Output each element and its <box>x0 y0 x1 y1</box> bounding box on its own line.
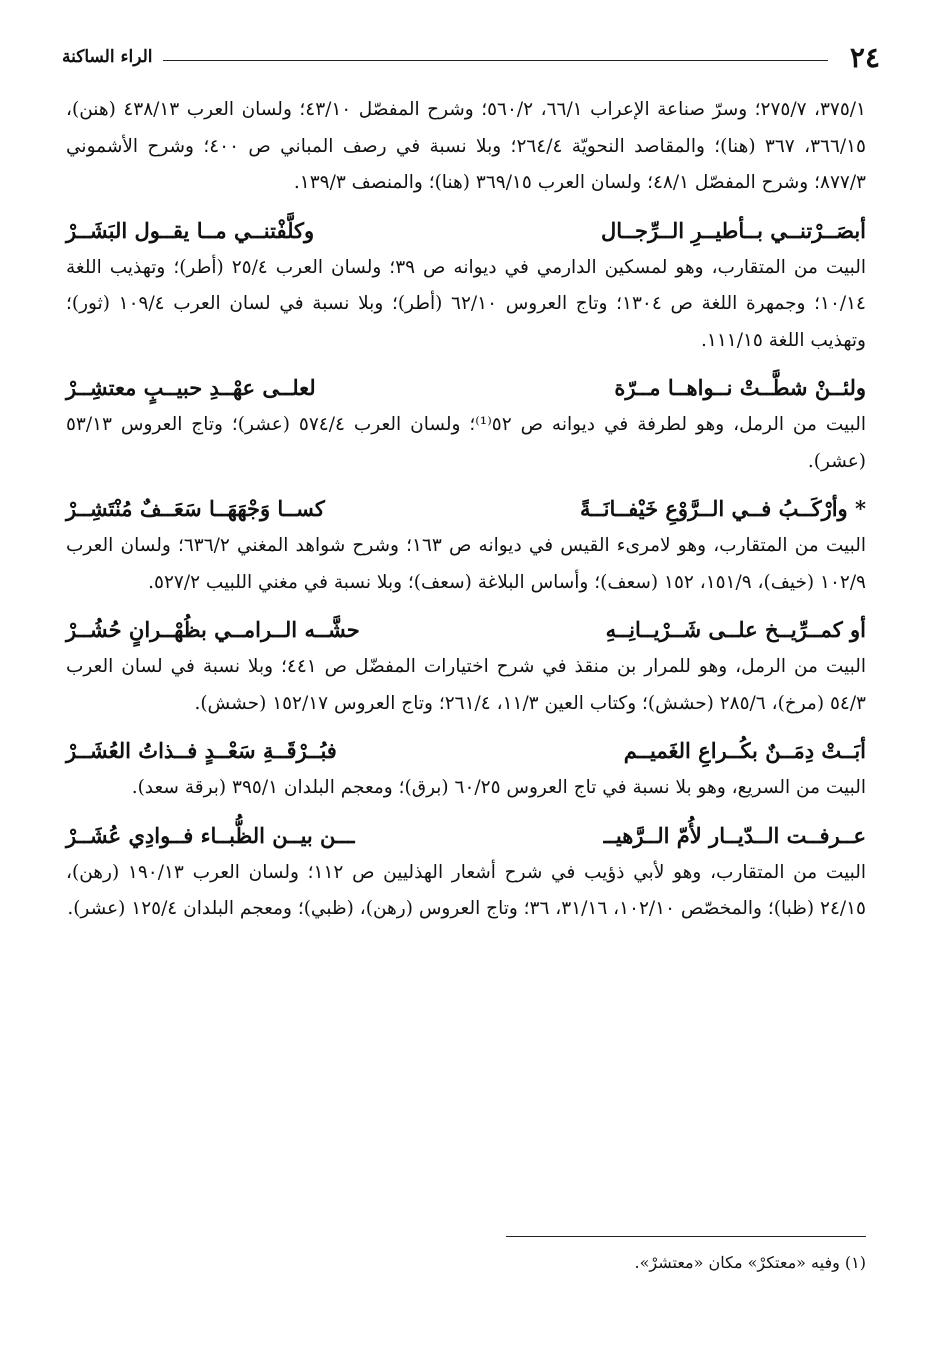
verse-1-note: البيت من المتقارب، وهو لمسكين الدارمي في ديوانه ص ٣٩؛ ولسان العرب ٢٥/٤ (أطر)؛ وتهذيب اللغة ١٠/١٤؛ وجمهرة اللغة ص ١٣٠٤؛ وتاج العروس ٦٢/١٠ (أطر)؛ وبلا نسبة في لسان العرب ١٠٩/٤ (ثور)؛ وتهذيب اللغة ١١١/١٥. <box>66 256 866 351</box>
verse-5 <box>66 736 866 766</box>
verse-5-note: البيت من السريع، وهو بلا نسبة في تاج العروس ٦٠/٢٥ (برق)؛ ومعجم البلدان ٣٩٥/١ (برقة سعد). <box>131 777 866 798</box>
page-header <box>62 40 880 74</box>
footnote: (١) وفيه «معتكرْ» مكان «معتشرْ». <box>634 1253 866 1272</box>
verse-4 <box>66 615 866 645</box>
verse-1 <box>66 216 866 246</box>
verse-2-note: البيت من الرمل، وهو لطرفة في ديوانه ص ٥٢⁽¹⁾؛ ولسان العرب ٥٧٤/٤ (عشر)؛ وتاج العروس ٥٣/١٣ (عشر). <box>66 414 866 472</box>
header-rule <box>163 60 828 61</box>
verse-6-note: البيت من المتقارب، وهو لأبي ذؤيب في شرح أشعار الهذليين ص ١١٢؛ ولسان العرب ١٩٠/١٣ (رهن)، ٢٤/١٥ (ظبا)؛ والمخصّص ١٠٢/١٠، ٣١/١٦، ٣٦؛ وتاج العروس (رهن)، (ظبي)؛ ومعجم البلدان ١٢٥/٤ (عشر). <box>66 861 867 919</box>
verse-3 <box>66 494 866 524</box>
verse-3-note: البيت من المتقارب، وهو لامرىء القيس في ديوانه ص ١٦٣؛ وشرح شواهد المغني ٦٣٦/٢؛ ولسان العرب ١٠٢/٩ (خيف)، ١٥١/٩، ١٥٢ (سعف)؛ وأساس البلاغة (سعف)؛ وبلا نسبة في مغني اللبيب ٥٢٧/٢. <box>66 535 866 593</box>
verse-4-note: البيت من الرمل، وهو للمرار بن منقذ في شرح اختيارات المفضّل ص ٤٤١؛ وبلا نسبة في لسان العرب ٥٤/٣ (مرخ)، ٢٨٥/٦ (حشش)؛ وكتاب العين ١١/٣، ٢٦١/٤؛ وتاج العروس ١٥٢/١٧ (حشش). <box>66 656 866 714</box>
verse-1-first-hemistich: أبصَــرْتنــي بــأطيــرِ الــرِّجــال <box>601 217 866 243</box>
verse-2-first-hemistich: ولئــنْ شطَّــتْ نــواهــا مــرّة <box>614 375 866 400</box>
footnote-divider <box>506 1236 866 1237</box>
verse-6 <box>66 821 866 851</box>
verse-2-second-hemistich: لعلــى عهْــدِ حبيــبٍ معتشِــرْ <box>66 375 316 400</box>
verse-4-second-hemistich: حشَّــه الــرامــي بظُهْــرانٍ حُشُــرْ <box>66 617 360 642</box>
verse-4-first-hemistich: أو كمــرِّيــخ علــى شَــرْيــانِــهِ <box>605 617 866 642</box>
verse-3-first-hemistich: * وأرْكَــبُ فــي الــرَّوْعِ خَيْفــانَــةً <box>580 496 866 521</box>
page-number: ٢٤ <box>849 40 880 74</box>
verse-3-second-hemistich: كســا وَجْهَهَــا سَعَــفٌ مُنْتَشِــرْ <box>66 496 325 521</box>
intro-paragraph: ٣٧٥/١، ٢٧٥/٧؛ وسرّ صناعة الإعراب ٦٦/١، ٥٦٠/٢؛ وشرح المفصّل ٤٣/١٠؛ ولسان العرب ٤٣٨/١٣ (هنن)، ٣٦٦/١٥، ٣٦٧ (هنا)؛ والمقاصد النحويّة ٢٦٤/٤؛ وبلا نسبة في رصف المباني ص ٤٠٠؛ وشرح الأشموني ٨٧٧/٣؛ وشرح المفصّل ٤٨/١؛ ولسان العرب ٣٦٩/١٥ (هنا)؛ والمنصف ١٣٩/٣. <box>66 99 866 193</box>
verse-5-second-hemistich: فبُــرْقَــةِ سَعْــدٍ فــذاتُ العُشَــرْ <box>66 738 337 763</box>
verse-5-first-hemistich: أبَــتْ دِمَــنٌ بكُــراعِ الغَميــم <box>623 738 866 763</box>
page-body <box>66 92 866 928</box>
verse-1-second-hemistich: وكلَّفْتنــي مــا يقــول البَشَــرْ <box>66 217 315 243</box>
verse-2 <box>66 373 866 403</box>
running-title: الراء الساكنة <box>62 47 153 67</box>
verse-6-second-hemistich: ـــن بيــن الظُّبــاء فــوادِي عُشَــرْ <box>66 822 355 848</box>
verse-6-first-hemistich: عــرفــت الــدّيــار لأُمّ الــرَّهيــ <box>603 822 866 848</box>
